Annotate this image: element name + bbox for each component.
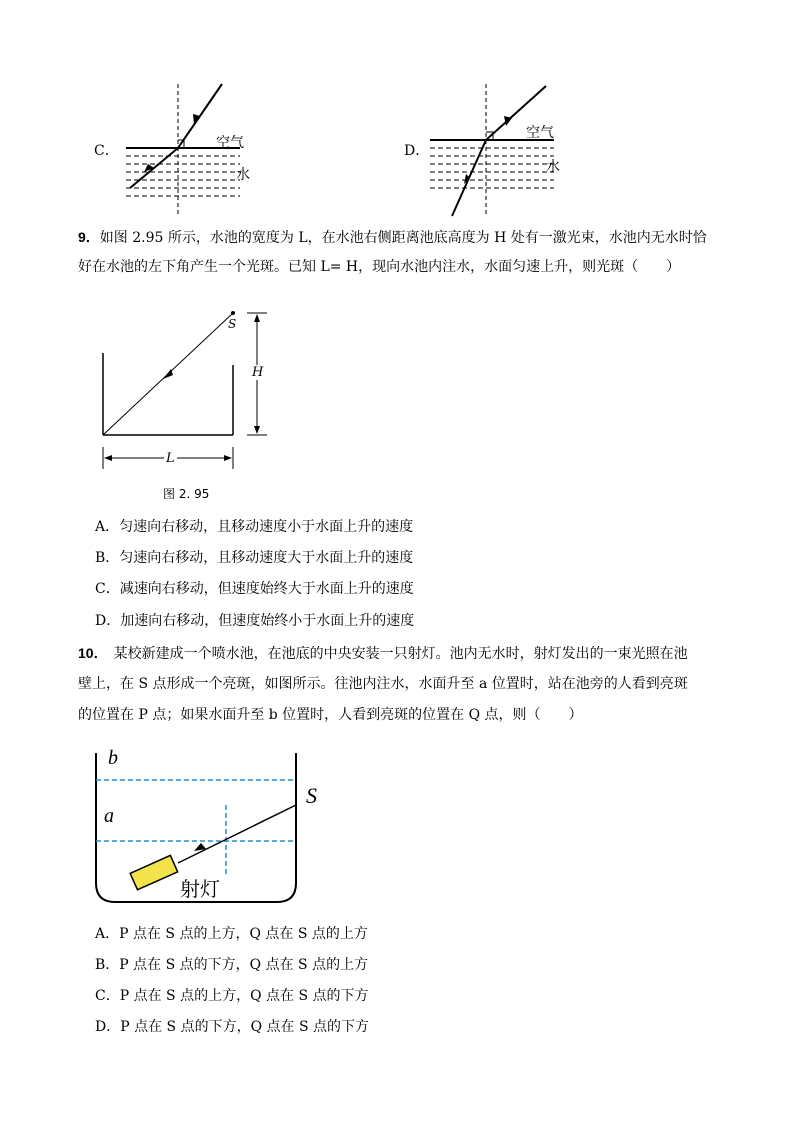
q10-option-d[interactable]: D．P 点在 S 点的下方，Q 点在 S 点的下方 bbox=[95, 1019, 370, 1035]
figure-d-water-label: 水 bbox=[546, 158, 560, 174]
q9-option-d[interactable]: D．加速向右移动，但速度始终小于水面上升的速度 bbox=[95, 613, 415, 629]
figure-c-air-label: 空气 bbox=[216, 134, 244, 150]
q10-option-c[interactable]: C．P 点在 S 点的上方，Q 点在 S 点的下方 bbox=[95, 988, 369, 1004]
q10-number: 10． bbox=[78, 645, 108, 661]
figure-2-95 bbox=[95, 305, 285, 505]
q9-number: 9． bbox=[78, 229, 100, 245]
figure-2-95-diagram bbox=[95, 305, 285, 505]
figure-c-label: C． bbox=[94, 143, 119, 159]
q9-line-2: 好在水池的左下角产生一个光斑。已知 L= H，现向水池内注水，水面匀速上升，则光斑（ ） bbox=[78, 259, 681, 275]
level-a-label: a bbox=[104, 805, 114, 827]
q10-text-1: 某校新建成一个喷水池，在池底的中央安装一只射灯。池内无水时，射灯发出的一束光照在池 bbox=[113, 646, 688, 662]
figure-d-diagram bbox=[400, 78, 580, 218]
laser-source-dot bbox=[231, 311, 235, 315]
light-beam bbox=[178, 805, 296, 863]
q10-option-b[interactable]: B．P 点在 S 点的下方，Q 点在 S 点的上方 bbox=[95, 957, 369, 973]
spotlight-icon bbox=[130, 855, 178, 889]
q10-line-3: 的位置在 P 点；如果水面升至 b 位置时，人看到亮斑的位置在 Q 点，则（ ） bbox=[78, 707, 583, 723]
q9-option-b[interactable]: B．匀速向右移动，且移动速度大于水面上升的速度 bbox=[95, 550, 414, 566]
q9-line-1 bbox=[78, 227, 707, 248]
arrow-icon bbox=[163, 369, 173, 379]
source-label: S bbox=[228, 317, 237, 331]
width-label: L bbox=[166, 451, 175, 466]
fountain-figure bbox=[90, 745, 340, 910]
spotlight-label: 射灯 bbox=[180, 879, 220, 901]
q10-option-a[interactable]: A．P 点在 S 点的上方，Q 点在 S 点的上方 bbox=[95, 926, 368, 942]
light-ray bbox=[452, 86, 546, 216]
figure-c bbox=[90, 78, 270, 218]
arrow-icon bbox=[144, 164, 154, 172]
figure-d bbox=[400, 78, 580, 218]
figure-caption: 图 2. 95 bbox=[163, 487, 210, 501]
q10-line-1 bbox=[78, 643, 688, 664]
q9-option-a[interactable]: A．匀速向右移动，且移动速度小于水面上升的速度 bbox=[95, 519, 414, 535]
q10-line-2: 壁上，在 S 点形成一个亮斑，如图所示。往池内注水，水面升至 a 位置时，站在池旁的人看到亮斑 bbox=[78, 676, 688, 692]
q9-option-c[interactable]: C．减速向右移动，但速度始终大于水面上升的速度 bbox=[95, 581, 414, 597]
figure-d-air-label: 空气 bbox=[526, 124, 554, 140]
spot-s-label: S bbox=[306, 783, 317, 808]
level-b-label: b bbox=[108, 747, 118, 769]
figure-c-water-label: 水 bbox=[236, 166, 250, 182]
q9-text-1: 如图 2.95 所示，水池的宽度为 L，在水池右侧距离池底高度为 H 处有一激光束，水池内无水时恰 bbox=[99, 230, 707, 246]
figure-d-label: D． bbox=[404, 143, 430, 159]
height-label: H bbox=[252, 365, 264, 380]
